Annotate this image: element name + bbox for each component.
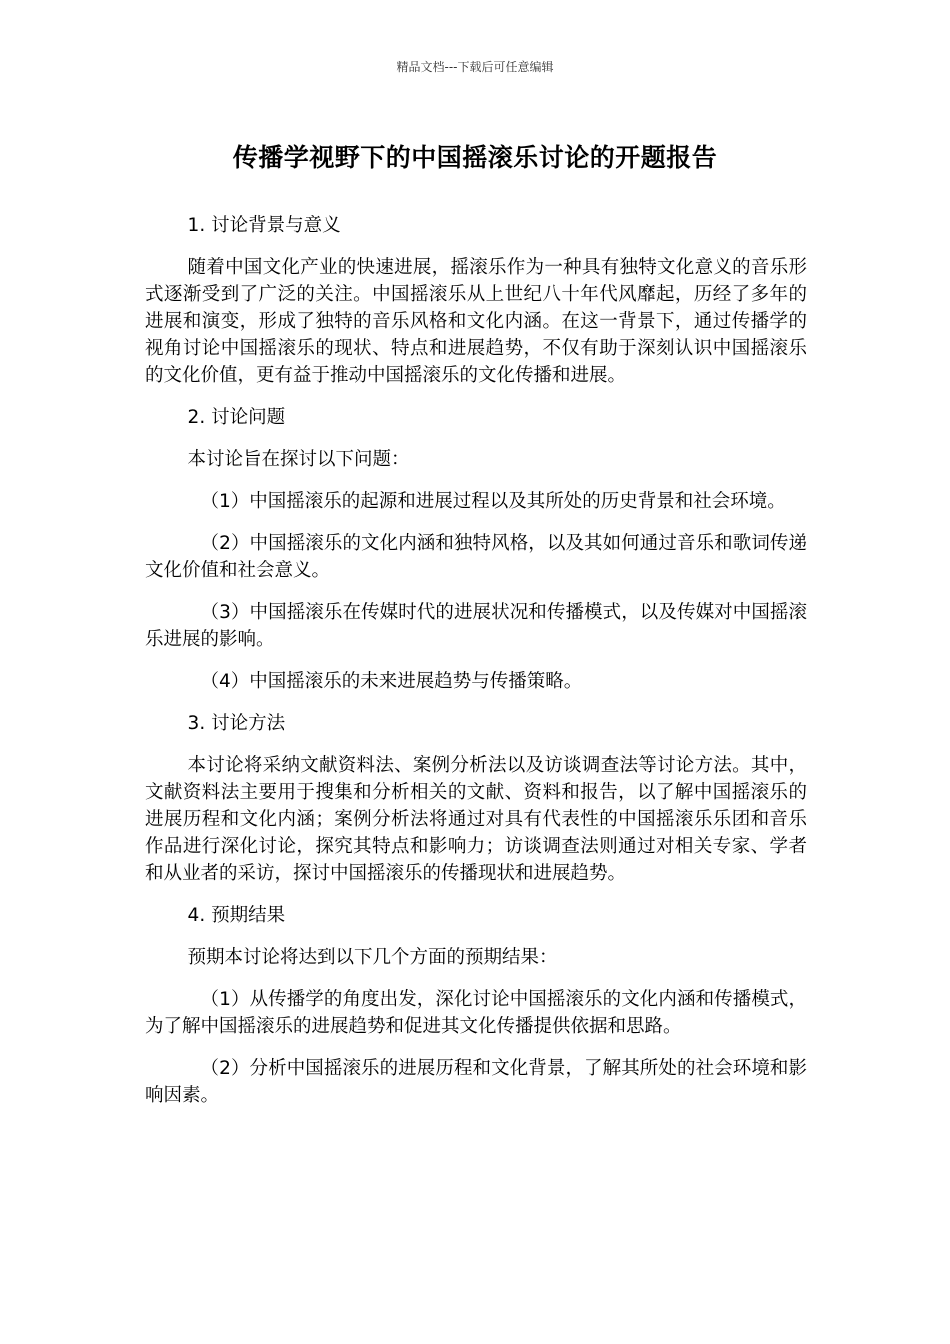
section-1-paragraph: 随着中国文化产业的快速进展，摇滚乐作为一种具有独特文化意义的音乐形式逐渐受到了广泛的关注。中国摇滚乐从上世纪八十年代风靡起，历经了多年的进展和演变，形成了独特的音乐风格和文化内涵。在这一背景下，通过传播学的视角讨论中国摇滚乐的现状、特点和进展趋势，不仅有助于深刻认识中国摇滚乐的文化价值，更有益于推动中国摇滚乐的文化传播和进展。 [145, 257, 807, 386]
section-2-intro: 本讨论旨在探讨以下问题： [187, 449, 410, 470]
section-1-heading: 1. 讨论背景与意义 [187, 215, 341, 236]
section-4-result-2: （2）分析中国摇滚乐的进展历程和文化背景，了解其所处的社会环境和影响因素。 [145, 1058, 807, 1106]
document-body [145, 212, 807, 1124]
section-2-question-3: （3）中国摇滚乐在传媒时代的进展状况和传播模式，以及传媒对中国摇滚乐进展的影响。 [145, 602, 807, 650]
section-2-question-1: （1）中国摇滚乐的起源和进展过程以及其所处的历史背景和社会环境。 [200, 491, 786, 512]
section-4-intro: 预期本讨论将达到以下几个方面的预期结果： [187, 947, 558, 968]
section-2-question-4: （4）中国摇滚乐的未来进展趋势与传播策略。 [200, 671, 583, 692]
page-header: 精品文档---下载后可任意编辑 [396, 60, 554, 74]
section-2-heading: 2. 讨论问题 [187, 407, 286, 428]
section-3-heading: 3. 讨论方法 [187, 713, 286, 734]
section-2-question-2: （2）中国摇滚乐的文化内涵和独特风格，以及其如何通过音乐和歌词传递文化价值和社会意义。 [145, 533, 807, 581]
section-4-heading: 4. 预期结果 [187, 905, 286, 926]
section-4-result-1: （1）从传播学的角度出发，深化讨论中国摇滚乐的文化内涵和传播模式，为了解中国摇滚乐的进展趋势和促进其文化传播提供依据和思路。 [145, 989, 807, 1037]
document-title: 传播学视野下的中国摇滚乐讨论的开题报告 [232, 143, 718, 172]
section-3-paragraph: 本讨论将采纳文献资料法、案例分析法以及访谈调查法等讨论方法。其中，文献资料法主要用于搜集和分析相关的文献、资料和报告，以了解中国摇滚乐的进展历程和文化内涵；案例分析法将通过对具有代表性的中国摇滚乐乐团和音乐作品进行深化讨论，探究其特点和影响力；访谈调查法则通过对相关专家、学者和从业者的采访，探讨中国摇滚乐的传播现状和进展趋势。 [145, 755, 807, 884]
